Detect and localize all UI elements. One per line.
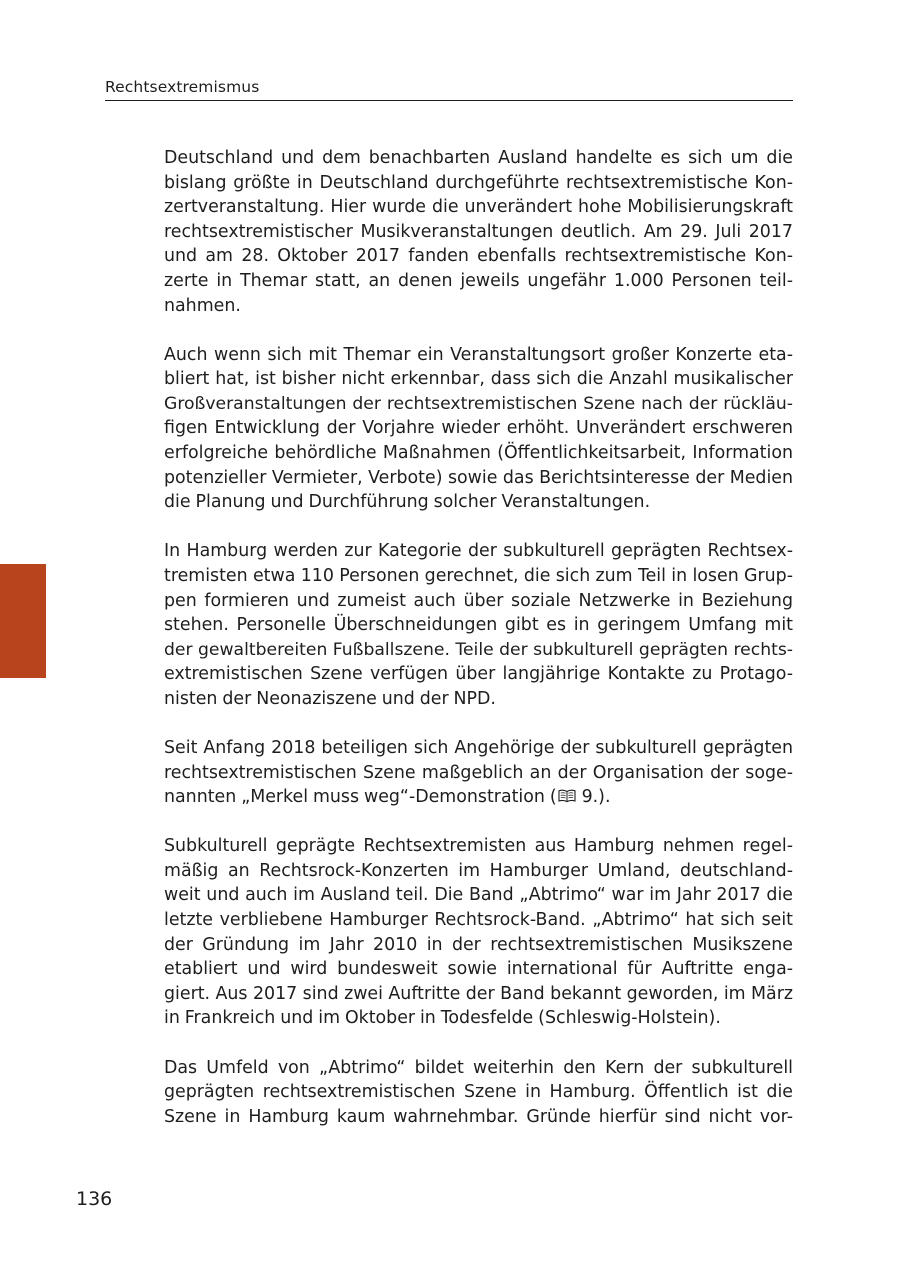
text-line: figen Entwicklung der Vorjahre wieder erhöht. Unverändert erschweren — [164, 418, 793, 439]
text-line: rechtsextremistischer Musikveranstaltungen deutlich. Am 29. Juli 2017 — [164, 221, 793, 242]
text-line: und am 28. Oktober 2017 fanden ebenfalls rechtsextremistische Kon- — [164, 246, 793, 267]
text-line: bliert hat, ist bisher nicht erkennbar, dass sich die Anzahl musikalischer — [164, 369, 793, 390]
text-line: extremistischen Szene verfügen über langjährige Kontakte zu Protago- — [164, 664, 793, 685]
paragraph-2 — [164, 343, 793, 515]
paragraph-3 — [164, 539, 793, 711]
running-header-title: Rechtsextremismus — [105, 78, 260, 96]
text-line: In Hamburg werden zur Kategorie der subkulturell geprägten Rechtsex- — [164, 541, 793, 562]
text-line: erfolgreiche behördliche Maßnahmen (Öffentlichkeitsarbeit, Information — [164, 443, 793, 464]
cross-reference-line — [164, 785, 793, 810]
text-line: Das Umfeld von „Abtrimo“ bildet weiterhin den Kern der subkulturell — [164, 1057, 793, 1078]
text-line: Deutschland und dem benachbarten Ausland handelte es sich um die — [164, 148, 793, 168]
text-segment: 9.). — [576, 787, 611, 808]
text-line: der gewaltbereiten Fußballszene. Teile der subkulturell geprägten rechts- — [164, 639, 793, 660]
text-line: stehen. Personelle Überschneidungen gibt es in geringem Umfang mit — [164, 615, 793, 636]
text-line: der Gründung im Jahr 2010 in der rechtsextremistischen Musikszene — [164, 934, 793, 955]
running-header — [105, 76, 793, 101]
body-text — [164, 146, 793, 1154]
text-line: Szene in Hamburg kaum wahrnehmbar. Gründe hierfür sind nicht vor- — [164, 1106, 793, 1127]
text-line: in Frankreich und im Oktober in Todesfelde (Schleswig-Holstein). — [164, 1008, 721, 1029]
text-line: rechtsextremistischen Szene maßgeblich an der Organisation der soge- — [164, 762, 793, 783]
text-line: bislang größte in Deutschland durchgeführte rechtsextremistische Kon- — [164, 172, 793, 193]
text-line: giert. Aus 2017 sind zwei Auftritte der Band bekannt geworden, im März — [164, 983, 793, 1004]
text-line: zerte in Themar statt, an denen jeweils ungefähr 1.000 Personen teil- — [164, 270, 793, 291]
text-line: letzte verbliebene Hamburger Rechtsrock-Band. „Abtrimo“ hat sich seit — [164, 910, 793, 931]
text-line: mäßig an Rechtsrock-Konzerten im Hamburger Umland, deutschland- — [164, 860, 793, 881]
text-line: Großveranstaltungen der rechtsextremistischen Szene nach der rückläu- — [164, 393, 793, 414]
text-line: nisten der Neonaziszene und der NPD. — [164, 688, 496, 709]
text-segment: nannten „Merkel muss weg“-Demonstration ( — [164, 787, 557, 808]
text-line: nahmen. — [164, 295, 241, 316]
text-line: tremisten etwa 110 Personen gerechnet, die sich zum Teil in losen Grup- — [164, 565, 793, 586]
page-number: 136 — [76, 1188, 113, 1210]
book-icon — [558, 789, 576, 803]
paragraph-4 — [164, 736, 793, 810]
text-line: Auch wenn sich mit Themar ein Veranstaltungsort großer Konzerte eta- — [164, 344, 793, 365]
text-line: etabliert und wird bundesweit sowie international für Auftritte enga- — [164, 959, 793, 980]
text-line: geprägten rechtsextremistischen Szene in Hamburg. Öffentlich ist die — [164, 1082, 793, 1103]
text-line: die Planung und Durchführung solcher Veranstaltungen. — [164, 492, 651, 513]
chapter-side-tab — [0, 564, 46, 678]
paragraph-6 — [164, 1056, 793, 1130]
paragraph-5 — [164, 834, 793, 1031]
text-line: zertveranstaltung. Hier wurde die unverändert hohe Mobilisierungskraft — [164, 197, 793, 218]
text-line: pen formieren und zumeist auch über soziale Netzwerke in Beziehung — [164, 590, 793, 611]
text-line: weit und auch im Ausland teil. Die Band „Abtrimo“ war im Jahr 2017 die — [164, 885, 793, 906]
paragraph-1 — [164, 146, 793, 318]
text-line: Seit Anfang 2018 beteiligen sich Angehörige der subkulturell geprägten — [164, 737, 793, 758]
text-line: potenzieller Vermieter, Verbote) sowie das Berichtsinteresse der Medien — [164, 467, 793, 488]
text-line: Subkulturell geprägte Rechtsextremisten aus Hamburg nehmen regel- — [164, 836, 793, 857]
